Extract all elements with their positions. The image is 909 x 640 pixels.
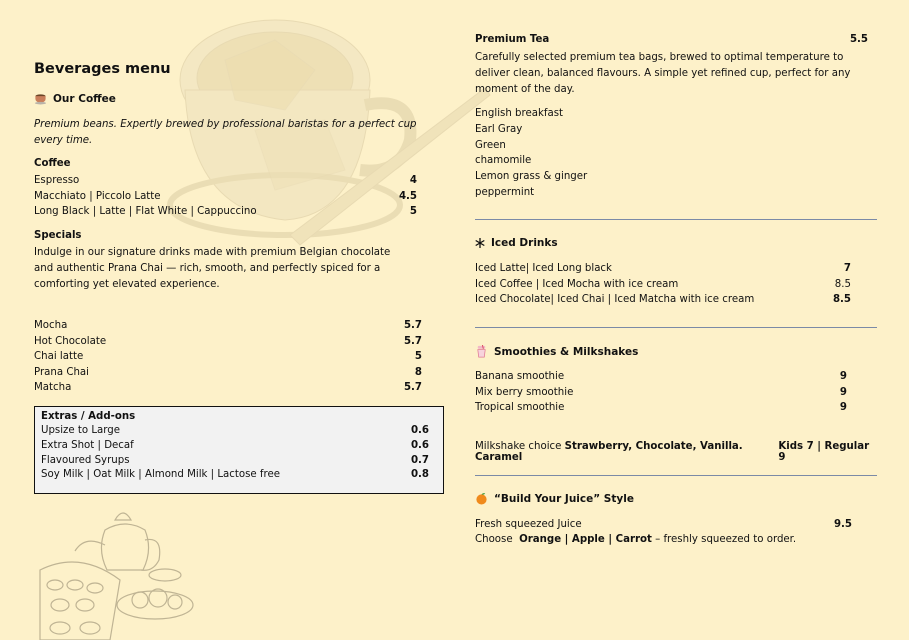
menu-item bbox=[475, 369, 847, 385]
premium-tea-heading: Premium Tea bbox=[475, 34, 550, 45]
item-price: 0.7 bbox=[410, 454, 429, 466]
coffee-list bbox=[34, 173, 417, 220]
premium-tea-price: 5.5 bbox=[849, 34, 868, 45]
milkshake-options bbox=[475, 441, 778, 463]
specials-list bbox=[34, 318, 422, 396]
milkshake-row bbox=[475, 441, 875, 463]
tea-variety: Lemon grass & ginger bbox=[475, 171, 588, 183]
item-price: 5 bbox=[409, 206, 417, 218]
item-name: Iced Chocolate| Iced Chai | Iced Matcha with ice cream bbox=[475, 294, 755, 306]
teapot-illustration bbox=[30, 500, 200, 640]
menu-item bbox=[34, 365, 422, 381]
orange-icon bbox=[475, 492, 488, 505]
snowflake-icon bbox=[475, 238, 485, 248]
item-price: 4 bbox=[409, 175, 417, 186]
item-name: Prana Chai bbox=[34, 366, 89, 378]
item-name: Tropical smoothie bbox=[475, 402, 565, 414]
item-name: Fresh squeezed Juice bbox=[475, 519, 582, 530]
iced-drinks-heading-label: Iced Drinks bbox=[491, 237, 558, 249]
coffee-cup-icon bbox=[34, 92, 47, 105]
specials-description: Indulge in our signature drinks made with premium Belgian chocolate and authentic Prana Chai — rich, smooth, and perfectly spiced for a comforting yet elevated experience. bbox=[34, 247, 391, 290]
specials-heading: Specials bbox=[34, 230, 82, 241]
tea-variety: English breakfast bbox=[475, 108, 563, 119]
milkshake-cup-icon bbox=[475, 345, 488, 358]
juice-choices: Orange | Apple | Carrot bbox=[519, 534, 652, 545]
item-price: 9 bbox=[839, 386, 847, 398]
menu-item bbox=[34, 318, 422, 334]
tea-varieties-list bbox=[475, 106, 880, 201]
coffee-tagline: Premium beans. Expertly brewed by professional baristas for a perfect cup every time. bbox=[34, 119, 417, 146]
item-price: 7 bbox=[843, 263, 851, 274]
item-price: 5.7 bbox=[403, 335, 422, 347]
item-price: 0.6 bbox=[410, 439, 429, 451]
menu-item bbox=[475, 261, 851, 277]
item-price: 5.7 bbox=[403, 382, 422, 394]
juice-choose-label: Choose bbox=[475, 534, 513, 545]
premium-tea-header bbox=[475, 34, 868, 45]
extras-heading: Extras / Add-ons bbox=[41, 411, 136, 422]
menu-item bbox=[475, 400, 847, 416]
item-name: Mocha bbox=[34, 320, 68, 331]
milkshake-price: Kids 7 | Regular 9 bbox=[778, 441, 870, 463]
juice-choice-line bbox=[475, 532, 880, 548]
item-name: Long Black | Latte | Flat White | Cappuccino bbox=[34, 206, 257, 218]
item-name: Matcha bbox=[34, 382, 72, 394]
menu-item bbox=[34, 334, 422, 350]
menu-item bbox=[475, 517, 852, 533]
item-price: 9.5 bbox=[833, 519, 852, 530]
juice-suffix: – freshly squeezed to order. bbox=[655, 534, 797, 545]
smoothies-heading bbox=[475, 345, 880, 358]
menu-item bbox=[475, 277, 851, 293]
our-coffee-heading bbox=[34, 92, 434, 105]
item-name: Soy Milk | Oat Milk | Almond Milk | Lactose free bbox=[41, 469, 281, 481]
menu-item bbox=[34, 189, 417, 205]
section-divider bbox=[475, 327, 877, 328]
tea-variety: peppermint bbox=[475, 186, 535, 198]
item-name: Hot Chocolate bbox=[34, 335, 107, 347]
iced-drinks-list bbox=[475, 261, 851, 308]
item-price: 9 bbox=[839, 371, 847, 382]
item-name: Chai latte bbox=[34, 351, 84, 363]
item-name: Extra Shot | Decaf bbox=[41, 439, 134, 451]
premium-tea-description: Carefully selected premium tea bags, brewed to optimal temperature to deliver clean, balanced flavours. A simple yet refined cup, perfect for any moment of the day. bbox=[475, 52, 851, 95]
item-name: Espresso bbox=[34, 175, 80, 186]
item-price: 9 bbox=[839, 402, 847, 414]
menu-item bbox=[34, 380, 422, 396]
extras-box bbox=[34, 406, 444, 494]
menu-item bbox=[41, 424, 429, 439]
menu-item bbox=[475, 385, 847, 401]
iced-drinks-heading bbox=[475, 237, 880, 249]
smoothies-list bbox=[475, 369, 847, 416]
item-name: Flavoured Syrups bbox=[41, 454, 130, 466]
menu-item bbox=[34, 173, 417, 189]
menu-item bbox=[34, 349, 422, 365]
item-name: Upsize to Large bbox=[41, 425, 121, 436]
item-price: 0.8 bbox=[410, 469, 429, 481]
section-divider bbox=[475, 219, 877, 220]
smoothies-heading-label: Smoothies & Milkshakes bbox=[494, 345, 639, 358]
item-price: 0.6 bbox=[410, 425, 429, 436]
milkshake-label: Milkshake choice bbox=[475, 441, 562, 452]
item-price: 5.7 bbox=[403, 320, 422, 331]
menu-item bbox=[34, 204, 417, 220]
tea-variety: Green bbox=[475, 139, 506, 151]
menu-item bbox=[41, 439, 429, 454]
menu-item bbox=[41, 468, 429, 483]
item-price: 4.5 bbox=[398, 190, 417, 202]
tea-variety: Earl Gray bbox=[475, 123, 523, 135]
item-name: Macchiato | Piccolo Latte bbox=[34, 190, 161, 202]
juice-heading bbox=[475, 492, 880, 505]
our-coffee-heading-label: Our Coffee bbox=[53, 92, 116, 105]
milkshake-flavours: Strawberry, Chocolate, Vanilla. Caramel bbox=[475, 441, 743, 463]
item-name: Mix berry smoothie bbox=[475, 386, 574, 398]
menu-item bbox=[475, 292, 851, 308]
item-price: 8.5 bbox=[834, 278, 851, 290]
juice-list bbox=[475, 517, 852, 533]
page-title: Beverages menu bbox=[34, 61, 171, 77]
item-name: Iced Latte| Iced Long black bbox=[475, 263, 612, 274]
item-name: Banana smoothie bbox=[475, 371, 565, 382]
tea-variety: chamomile bbox=[475, 155, 532, 167]
coffee-subheading: Coffee bbox=[34, 158, 71, 169]
item-price: 5 bbox=[414, 351, 422, 363]
section-divider bbox=[475, 475, 877, 476]
juice-heading-label: “Build Your Juice” Style bbox=[494, 492, 634, 505]
menu-item bbox=[41, 454, 429, 469]
item-price: 8.5 bbox=[832, 294, 851, 306]
item-name: Iced Coffee | Iced Mocha with ice cream bbox=[475, 278, 679, 290]
item-price: 8 bbox=[414, 366, 422, 378]
